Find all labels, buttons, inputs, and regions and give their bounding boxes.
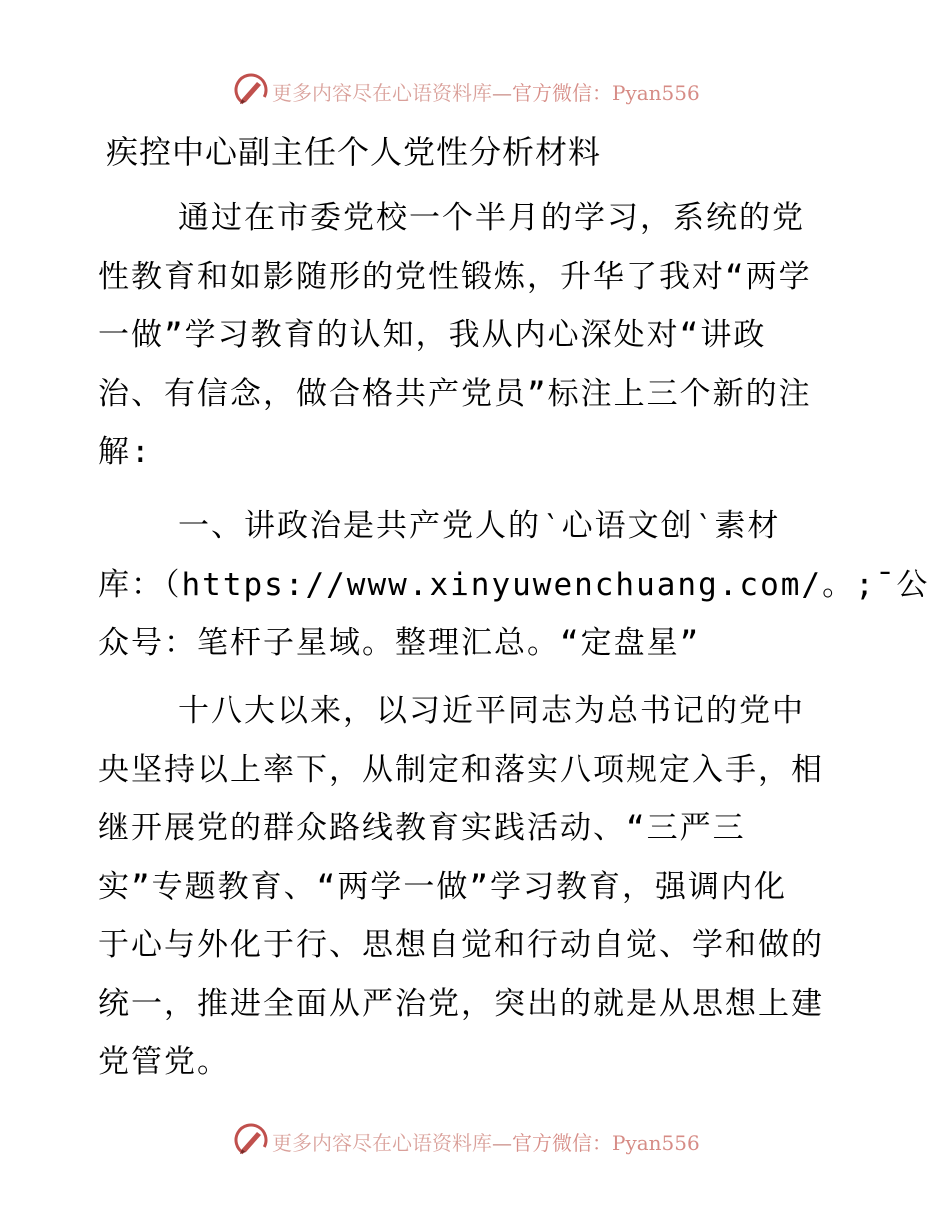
banner-slogan: 更多内容尽在心语资料库 <box>272 1131 492 1155</box>
paragraph-2 <box>98 497 930 673</box>
banner-wechat: 官方微信：Pyan556 <box>512 81 700 105</box>
document-title: 疾控中心副主任个人党性分析材料 <box>106 133 602 171</box>
text-line: 统一，推进全面从严治党，突出的就是从思想上建 <box>98 985 824 1022</box>
text-line: 性教育和如影随形的党性锻炼，升华了我对“两学 <box>98 258 812 295</box>
paragraph-1 <box>98 189 858 482</box>
text-line: 党管党。 <box>98 1044 230 1080</box>
paragraph-3 <box>98 682 858 1092</box>
text-line: 一、讲政治是共产党人的‵心语文创‵素材 <box>178 508 781 544</box>
text-line: 众号：笔杆子星域。整理汇总。“定盘星” <box>98 625 701 661</box>
text-line: 继开展党的群众路线教育实践活动、“三严三 <box>98 810 746 846</box>
footer-watermark-banner <box>0 1120 950 1160</box>
text-line: 十八大以来，以习近平同志为总书记的党中 <box>178 693 805 729</box>
banner-separator: — <box>492 81 512 105</box>
text-line: 库：（https://www.xinyuwenchuang.com/。;¯公 <box>98 566 930 603</box>
text-line: 治、有信念，做合格共产党员”标注上三个新的注 <box>98 375 812 412</box>
text-line: 央坚持以上率下，从制定和落实八项规定入手，相 <box>98 751 824 788</box>
pen-logo-icon <box>233 72 269 108</box>
banner-wechat: 官方微信：Pyan556 <box>512 1131 700 1155</box>
text-line: 一做”学习教育的认知，我从内心深处对“讲政 <box>98 317 767 353</box>
text-line: 通过在市委党校一个半月的学习，系统的党 <box>178 200 805 236</box>
banner-text <box>272 77 700 106</box>
pen-logo-icon <box>233 1122 269 1158</box>
text-line: 于心与外化于行、思想自觉和行动自觉、学和做的 <box>98 927 824 963</box>
banner-slogan: 更多内容尽在心语资料库 <box>272 81 492 105</box>
banner-separator: — <box>492 1131 512 1155</box>
header-watermark-banner <box>0 70 950 110</box>
text-line: 解: <box>98 434 152 470</box>
text-line: 实”专题教育、“两学一做”学习教育，强调内化 <box>98 868 787 905</box>
banner-text <box>272 1127 700 1156</box>
